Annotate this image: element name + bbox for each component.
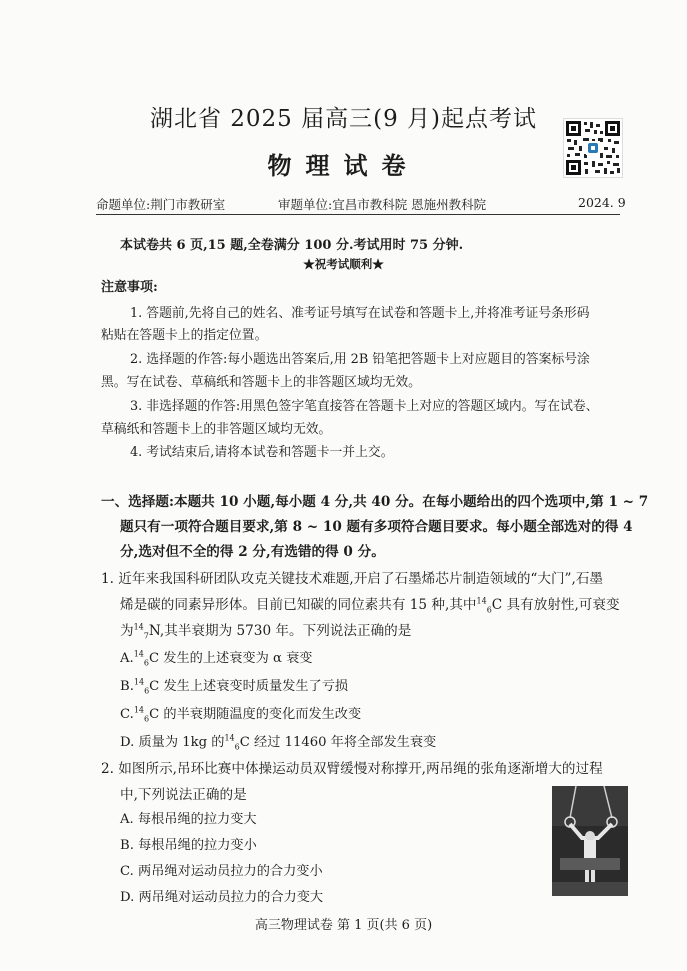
- notice-line: 1. 答题前,先将自己的姓名、准考证号填写在试卷和答题卡上,并将准考证号条形码: [130, 306, 590, 321]
- wish-line: ★祝考试顺利★: [303, 257, 384, 271]
- notice-line: 3. 非选择题的作答:用黑色签字笔直接答在答题卡上对应的答题区域内。写在试卷、: [130, 399, 599, 414]
- notice-line: 黑。写在试卷、草稿纸和答题卡上的非答题区域均无效。: [101, 375, 421, 390]
- q2-option-b: B. 每根吊绳的拉力变小: [120, 838, 257, 853]
- q1-option-d: D. 质量为 1kg 的$^{14}_6$C 经过 11460 年将全部发生衰变: [120, 733, 437, 752]
- q1-stem: 烯是碳的同素异形体。目前已知碳的同位素共有 15 种,其中$^{14}_6$C 具有放射性,可衰变: [120, 596, 620, 615]
- q1-stem: 1. 近年来我国科研团队攻克关键技术难题,开启了石墨烯芯片制造领域的“大门”,石墨: [101, 571, 604, 587]
- section-instructions: 一、选择题:本题共 10 小题,每小题 4 分,共 40 分。在每小题给出的四个选项中,第 1 ~ 7: [101, 494, 649, 510]
- exam-intro: 本试卷共 6 页,15 题,全卷满分 100 分.考试用时 75 分钟.: [120, 238, 464, 253]
- q2-stem: 中,下列说法正确的是: [120, 787, 247, 803]
- exam-title: 湖北省 2025 届高三(9 月)起点考试: [149, 106, 538, 132]
- reviewer-unit: 审题单位:宜昌市教科院 恩施州教科院: [278, 197, 487, 212]
- q1-option-b: B.$^{14}_6$C 发生上述衰变时质量发生了亏损: [120, 677, 349, 696]
- notice-line: 2. 选择题的作答:每小题选出答案后,用 2B 铅笔把答题卡上对应题目的答案标号涂: [130, 352, 590, 367]
- gymnast-rings-photo: [552, 786, 628, 896]
- q2-stem: 2. 如图所示,吊环比赛中体操运动员双臂缓慢对称撑开,两吊绳的张角逐渐增大的过程: [101, 761, 603, 777]
- q2-option-c: C. 两吊绳对运动员拉力的合力变小: [120, 864, 323, 879]
- notice-heading: 注意事项:: [101, 280, 158, 295]
- exam-date: 2024. 9: [578, 195, 626, 210]
- notice-line: 粘贴在答题卡上的指定位置。: [101, 328, 268, 343]
- setter-unit: 命题单位:荆门市教研室: [96, 197, 226, 212]
- section-instructions: 分,选对但不全的得 2 分,有选错的得 0 分。: [120, 544, 385, 560]
- exam-subtitle: 物理试卷: [267, 151, 420, 180]
- qr-code-icon: [563, 118, 623, 178]
- section-instructions: 题只有一项符合题目要求,第 8 ~ 10 题有多项符合题目要求。每小题全部选对的得 4: [120, 519, 633, 535]
- q1-option-c: C.$^{14}_6$C 的半衰期随温度的变化而发生改变: [120, 705, 362, 724]
- header-divider: [96, 214, 620, 215]
- notice-line: 4. 考试结束后,请将本试卷和答题卡一并上交。: [130, 445, 394, 460]
- page-footer: 高三物理试卷 第 1 页(共 6 页): [254, 918, 433, 933]
- q2-option-d: D. 两吊绳对运动员拉力的合力变大: [120, 890, 324, 905]
- q1-option-a: A.$^{14}_6$C 发生的上述衰变为 α 衰变: [120, 649, 313, 668]
- q1-stem: 为$^{14}_7$N,其半衰期为 5730 年。下列说法正确的是: [120, 622, 412, 641]
- notice-line: 草稿纸和答题卡上的非答题区域均无效。: [101, 422, 332, 437]
- q2-option-a: A. 每根吊绳的拉力变大: [120, 812, 257, 827]
